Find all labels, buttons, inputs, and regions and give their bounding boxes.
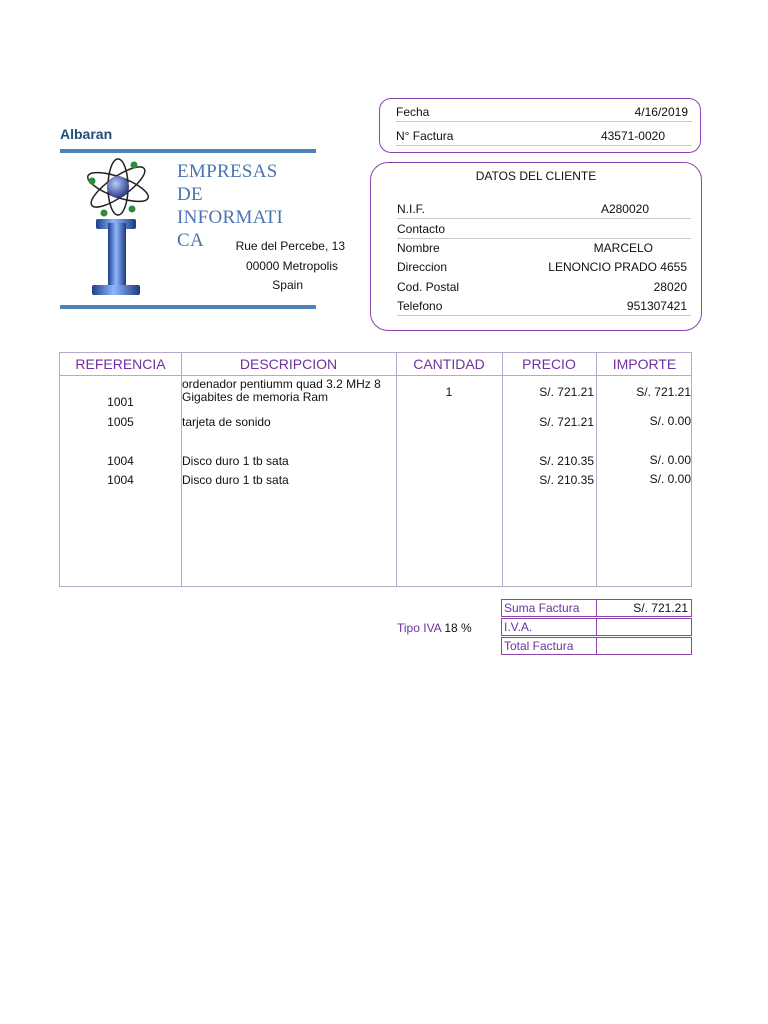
client-postal-label: Cod. Postal xyxy=(397,280,460,294)
column-header-precio: PRECIO xyxy=(522,356,576,372)
tipo-iva-label: Tipo IVA xyxy=(397,621,442,635)
tipo-iva xyxy=(397,621,472,635)
client-nif-label: N.I.F. xyxy=(397,202,426,216)
company-name-line: INFORMATI xyxy=(177,207,284,228)
client-name-value: MARCELO xyxy=(593,241,653,255)
column-header-referencia: REFERENCIA xyxy=(75,356,166,372)
table-cell-precio: S/. 721.21 xyxy=(539,415,594,429)
table-cell-precio: S/. 210.35 xyxy=(539,473,594,487)
suma-factura-value: S/. 721.21 xyxy=(633,601,688,615)
row-divider xyxy=(396,121,692,122)
table-cell-precio: S/. 210.35 xyxy=(539,454,594,468)
client-data-box xyxy=(370,162,702,331)
invoice-meta-box xyxy=(379,98,701,153)
column-divider xyxy=(596,619,597,635)
table-cell-desc: Disco duro 1 tb sata xyxy=(182,454,289,468)
desc-line: ordenador pentiumm quad 3.2 MHz 8 xyxy=(182,377,381,391)
company-address-country: Spain xyxy=(272,278,303,292)
table-cell-precio: S/. 721.21 xyxy=(539,385,594,399)
tipo-iva-value: 18 % xyxy=(444,621,472,635)
invoice-number-value: 43571-0020 xyxy=(600,129,665,143)
client-data-title: DATOS DEL CLIENTE xyxy=(475,169,597,183)
client-row xyxy=(397,238,691,258)
table-cell-importe: S/. 0.00 xyxy=(649,472,691,486)
table-cell-desc: tarjeta de sonido xyxy=(182,415,271,429)
invoice-number-row xyxy=(396,126,692,146)
client-nif-value: A280020 xyxy=(600,202,649,216)
header-divider xyxy=(60,375,691,376)
column-header-descripcion: DESCRIPCION xyxy=(239,356,338,372)
document-title: Albaran xyxy=(60,126,113,142)
company-name-line: EMPRESAS xyxy=(177,161,278,182)
client-postal-value: 28020 xyxy=(653,280,687,294)
company-name-line: CA xyxy=(177,230,204,251)
table-cell-importe: S/. 721.21 xyxy=(636,385,691,399)
table-cell-ref: 1004 xyxy=(107,454,134,468)
client-contact-label: Contacto xyxy=(397,222,446,236)
client-name-label: Nombre xyxy=(397,241,440,255)
header-rule-bottom xyxy=(60,305,316,309)
company-address-street: Rue del Percebe, 13 xyxy=(235,239,345,253)
desc-line: Gigabites de memoria Ram xyxy=(182,390,329,404)
column-divider xyxy=(596,638,597,654)
column-header-cantidad: CANTIDAD xyxy=(413,356,485,372)
table-cell-desc xyxy=(182,378,396,404)
table-cell-ref: 1001 xyxy=(107,395,134,409)
iva-label: I.V.A. xyxy=(504,620,533,634)
table-cell-importe: S/. 0.00 xyxy=(649,453,691,467)
client-row xyxy=(397,257,691,277)
total-factura-label: Total Factura xyxy=(504,639,574,653)
client-phone-label: Telefono xyxy=(397,299,443,313)
suma-factura-row xyxy=(501,599,692,617)
company-address-city: 00000 Metropolis xyxy=(245,259,338,273)
client-phone-value: 951307421 xyxy=(626,299,687,313)
suma-factura-label: Suma Factura xyxy=(504,601,580,615)
column-divider xyxy=(596,600,597,616)
client-row xyxy=(397,199,691,219)
table-cell-ref: 1004 xyxy=(107,473,134,487)
invoice-date-row xyxy=(396,102,692,122)
iva-row xyxy=(501,618,692,636)
client-address-value: LENONCIO PRADO 4655 xyxy=(548,260,687,274)
client-row xyxy=(397,219,691,239)
table-cell-ref: 1005 xyxy=(107,415,134,429)
row-divider xyxy=(397,315,691,316)
client-row xyxy=(397,277,691,297)
client-row xyxy=(397,296,691,316)
table-cell-importe: S/. 0.00 xyxy=(649,414,691,428)
total-factura-row xyxy=(501,637,692,655)
invoice-number-label: N° Factura xyxy=(396,129,454,143)
client-address-label: Direccion xyxy=(397,260,448,274)
company-name-line: DE xyxy=(177,184,203,205)
column-header-importe: IMPORTE xyxy=(612,356,677,372)
table-cell-desc: Disco duro 1 tb sata xyxy=(182,473,289,487)
table-cell-qty: 1 xyxy=(445,385,453,399)
invoice-date-label: Fecha xyxy=(396,105,430,119)
items-table xyxy=(59,352,692,587)
header-rule-top xyxy=(60,149,316,153)
company-logo-icon xyxy=(82,157,154,299)
row-divider xyxy=(396,145,692,146)
invoice-date-value: 4/16/2019 xyxy=(634,105,688,119)
